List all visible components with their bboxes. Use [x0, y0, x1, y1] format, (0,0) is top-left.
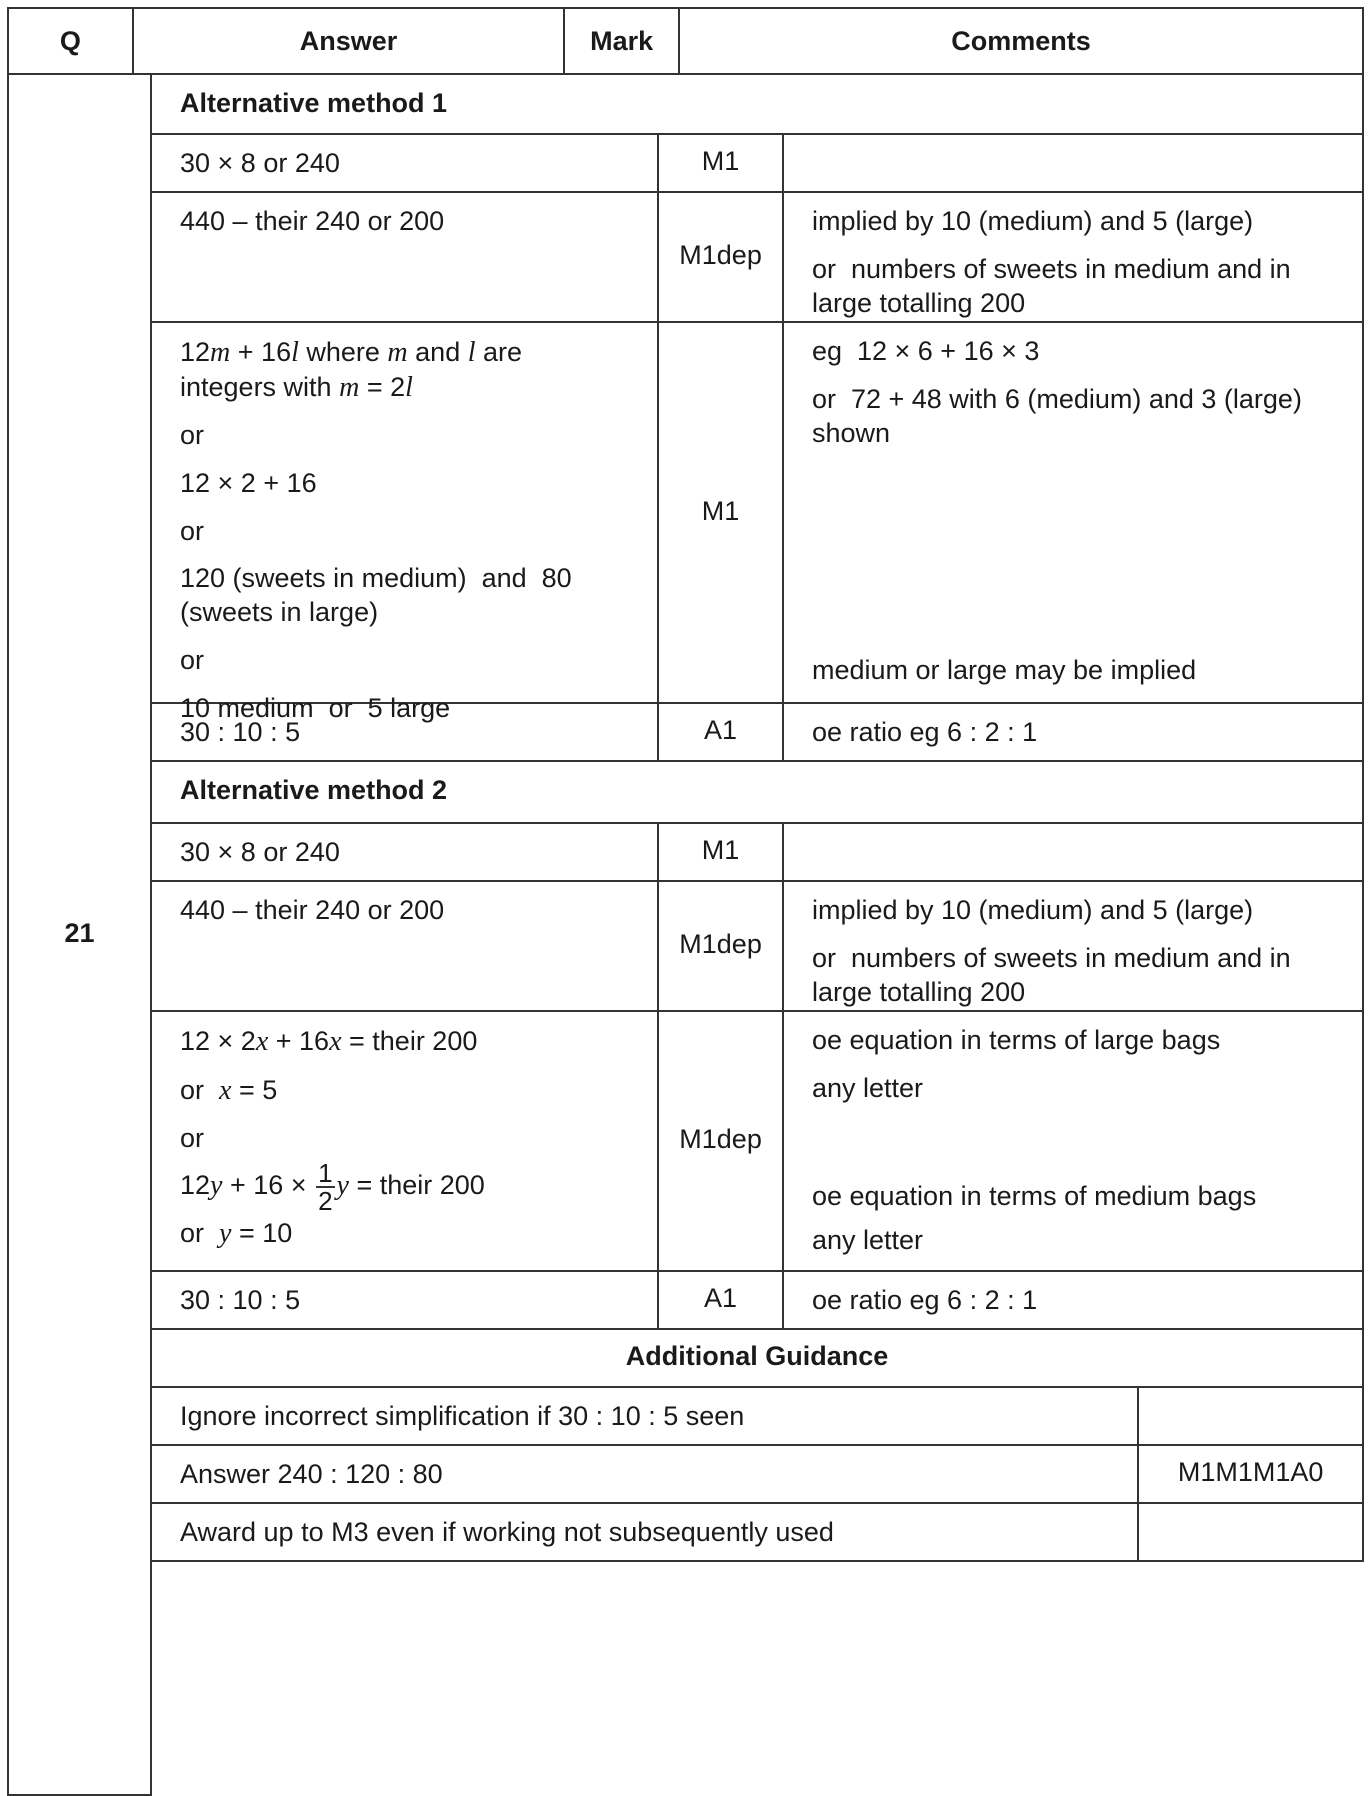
comment-line: eg 12 × 6 + 16 × 3 — [811, 336, 1040, 366]
comment-cell: oe ratio eg 6 : 2 : 1 — [782, 1270, 1362, 1328]
comment-line: shown — [811, 417, 890, 448]
method2-row-1 — [150, 822, 1364, 882]
guidance-text: Award up to M3 even if working not subsequently used — [150, 1502, 1137, 1560]
comment-line: any letter — [811, 1072, 924, 1103]
guidance-text: Answer 240 : 120 : 80 — [150, 1444, 1137, 1502]
method2-row-4 — [150, 1270, 1364, 1330]
comment-line: any letter — [811, 1225, 924, 1255]
answer-line: or — [180, 1123, 205, 1153]
method1-row-3 — [150, 321, 1364, 723]
mark-cell: M1dep — [657, 880, 782, 1010]
guidance-row-3 — [150, 1502, 1364, 1562]
header-q: Q — [9, 9, 134, 73]
comment-line: implied by 10 (medium) and 5 (large) — [811, 895, 1254, 925]
guidance-mark: M1M1M1A0 — [1137, 1444, 1362, 1502]
answer-cell: 30 × 8 or 240 — [150, 822, 657, 880]
answer-line: 120 (sweets in medium) and 80 — [180, 563, 572, 594]
comment-line: medium or large may be implied — [811, 655, 1197, 686]
header-row — [7, 7, 1364, 75]
guidance-mark — [1137, 1386, 1362, 1444]
mark-cell: M1 — [657, 133, 782, 191]
method2-row-3 — [150, 1010, 1364, 1272]
guidance-title-row — [150, 1328, 1364, 1388]
answer-line: 12y + 16 × $\frac{1}{2}$ y = their 200 — [180, 1157, 485, 1216]
method1-row-1 — [150, 133, 1364, 193]
comment-cell — [782, 880, 1362, 1010]
method2-title: Alternative method 2 — [150, 760, 1362, 822]
mark-cell: M1 — [657, 822, 782, 880]
answer-line: 12 × 2 + 16 — [180, 467, 317, 498]
comment-cell — [782, 1010, 1362, 1270]
mark-cell: A1 — [657, 1270, 782, 1328]
answer-cell — [150, 321, 657, 723]
mark-cell: M1dep — [657, 191, 782, 321]
method2-row-2 — [150, 880, 1364, 1012]
answer-cell: 30 : 10 : 5 — [150, 1270, 657, 1328]
comment-cell: oe ratio eg 6 : 2 : 1 — [782, 702, 1362, 760]
method1-title-row — [150, 73, 1364, 135]
answer-line: or x = 5 — [180, 1075, 278, 1106]
answer-cell: 440 – their 240 or 200 — [150, 880, 657, 1010]
answer-line: or — [180, 515, 205, 546]
guidance-title: Additional Guidance — [150, 1328, 1362, 1386]
mark-cell: A1 — [657, 702, 782, 760]
comment-line: large totalling 200 — [811, 287, 1026, 318]
comment-line: implied by 10 (medium) and 5 (large) — [811, 206, 1254, 236]
answer-line: integers with m = 2l — [180, 372, 413, 403]
answer-line: or y = 10 — [180, 1217, 293, 1249]
method1-row-4 — [150, 702, 1364, 762]
answer-cell: 440 – their 240 or 200 — [150, 191, 657, 321]
question-number: 21 — [7, 73, 152, 1796]
guidance-row-2 — [150, 1444, 1364, 1504]
method1-row-2 — [150, 191, 1364, 323]
guidance-text: Ignore incorrect simplification if 30 : 10 : 5 seen — [150, 1386, 1137, 1444]
guidance-mark — [1137, 1502, 1362, 1560]
guidance-row-1 — [150, 1386, 1364, 1446]
answer-cell: 30 : 10 : 5 — [150, 702, 657, 760]
comment-line: oe equation in terms of medium bags — [811, 1181, 1257, 1211]
answer-cell — [150, 1010, 657, 1270]
mark-cell: M1dep — [657, 1010, 782, 1270]
answer-cell: 30 × 8 or 240 — [150, 133, 657, 191]
comment-line: or numbers of sweets in medium and in — [811, 253, 1291, 284]
comment-line: or 72 + 48 with 6 (medium) and 3 (large) — [811, 383, 1302, 414]
comment-cell — [782, 191, 1362, 321]
comment-cell — [782, 822, 1362, 880]
header-mark: Mark — [565, 9, 680, 73]
mark-cell: M1 — [657, 321, 782, 702]
comment-cell — [782, 321, 1362, 702]
answer-line: 12 × 2x + 16x = their 200 — [180, 1026, 478, 1057]
comment-cell — [782, 133, 1362, 191]
comment-line: oe equation in terms of large bags — [811, 1025, 1221, 1055]
answer-line: (sweets in large) — [180, 597, 379, 627]
answer-line: 12m + 16l where m and l are — [180, 337, 523, 368]
answer-line: or — [180, 644, 205, 675]
answer-line: 10 medium or 5 large — [180, 692, 451, 723]
fraction-one-half: $\frac{1}{2}$ — [318, 1157, 333, 1216]
method2-title-row — [150, 760, 1364, 824]
comment-line: large totalling 200 — [811, 976, 1026, 1007]
answer-line: or — [180, 420, 205, 450]
method1-title: Alternative method 1 — [150, 73, 1362, 133]
header-comments: Comments — [951, 25, 1091, 56]
comment-line: or numbers of sweets in medium and in — [811, 942, 1291, 973]
header-answer: Answer — [134, 9, 566, 73]
